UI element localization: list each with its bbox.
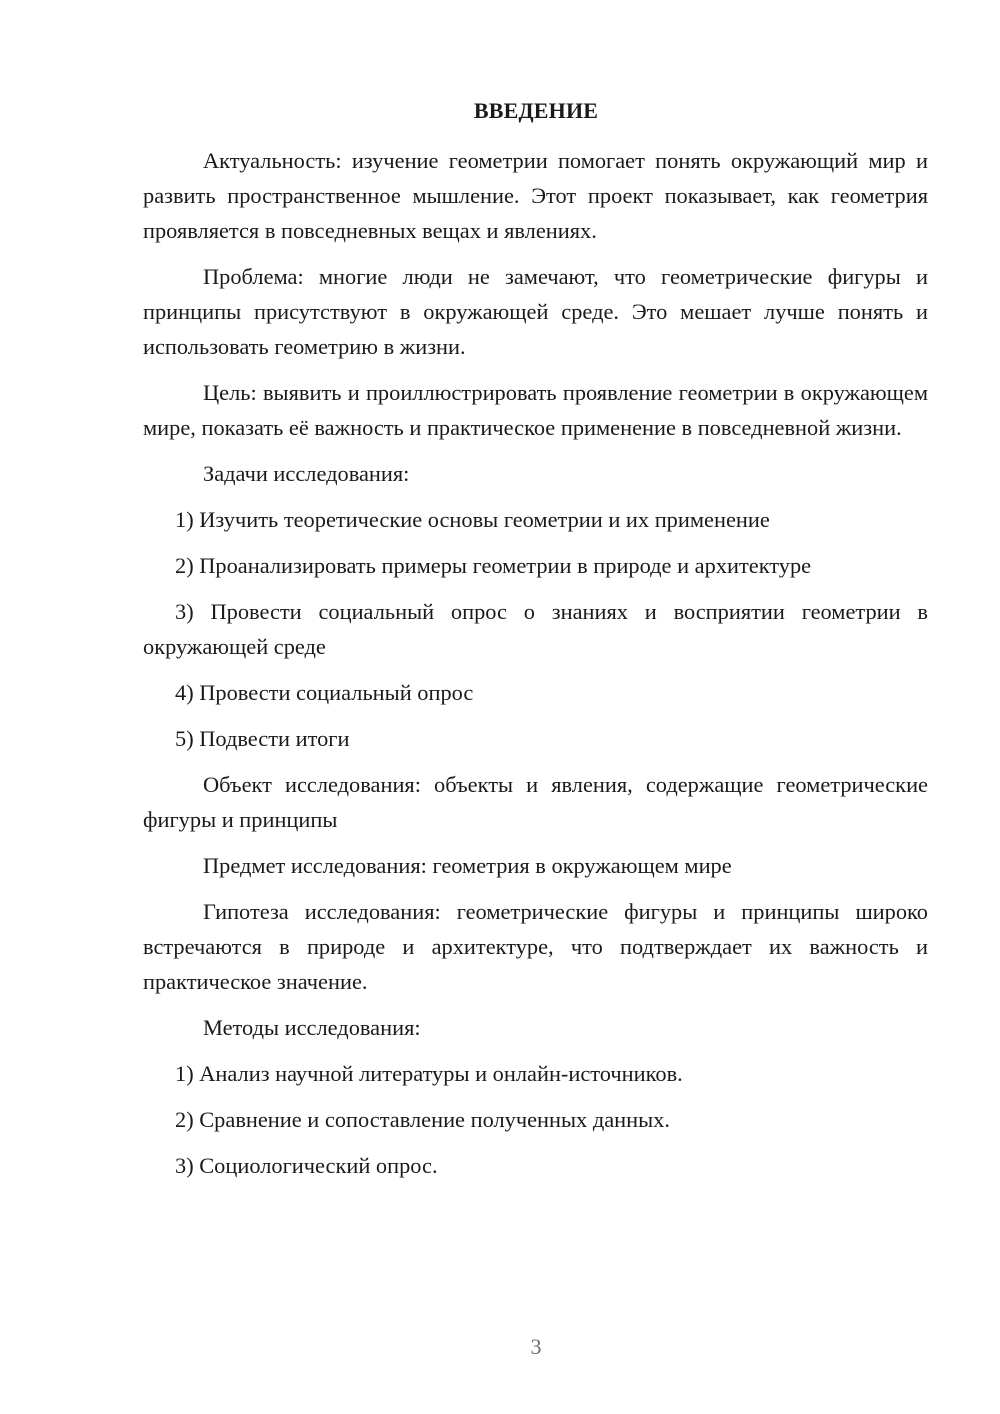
list-item: 2) Проанализировать примеры геометрии в природе и архитектуре xyxy=(175,553,812,578)
paragraph-subject: Предмет исследования: геометрия в окружающем мире xyxy=(203,853,732,878)
page-number: 3 xyxy=(530,1334,542,1359)
list-item: 5) Подвести итоги xyxy=(175,726,350,751)
paragraph-goal: Цель: выявить и проиллюстрировать проявление геометрии в окружающем мире, показать её важность и практическое применение в повседневной жизни. xyxy=(143,380,928,440)
list-item: 3) Социологический опрос. xyxy=(175,1153,438,1178)
paragraph-methods-heading: Методы исследования: xyxy=(203,1015,421,1040)
body-text xyxy=(143,143,928,1194)
list-item: 2) Сравнение и сопоставление полученных данных. xyxy=(175,1107,670,1132)
list-item: 1) Изучить теоретические основы геометрии и их применение xyxy=(175,507,770,532)
list-item: 3) Провести социальный опрос о знаниях и восприятии геометрии в окружающей среде xyxy=(143,599,928,659)
list-item: 1) Анализ научной литературы и онлайн-источников. xyxy=(175,1061,683,1086)
paragraph-hypothesis: Гипотеза исследования: геометрические фигуры и принципы широко встречаются в природе и архитектуре, что подтверждает их важность и практическое значение. xyxy=(143,899,928,994)
list-item: 4) Провести социальный опрос xyxy=(175,680,474,705)
paragraph-problem: Проблема: многие люди не замечают, что геометрические фигуры и принципы присутствуют в окружающей среде. Это мешает лучше понять и использовать геометрию в жизни. xyxy=(143,264,928,359)
section-title: ВВЕДЕНИЕ xyxy=(473,98,599,123)
paragraph-relevance: Актуальность: изучение геометрии помогает понять окружающий мир и развить пространственное мышление. Этот проект показывает, как геометрия проявляется в повседневных вещах и явлениях. xyxy=(143,148,928,243)
paragraph-tasks-heading: Задачи исследования: xyxy=(203,461,410,486)
paragraph-object: Объект исследования: объекты и явления, содержащие геометрические фигуры и принципы xyxy=(143,772,928,832)
